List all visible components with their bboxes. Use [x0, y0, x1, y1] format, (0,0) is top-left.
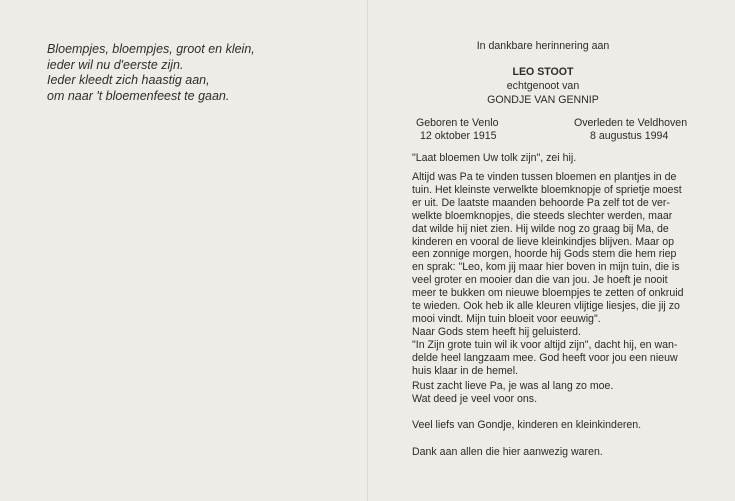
story-line: welkte bloemknopjes, die steeds slechter werden, maar	[412, 209, 673, 222]
farewell-line: Wat deed je veel voor ons.	[412, 392, 538, 405]
spouse-name: GONDJE VAN GENNIP	[487, 94, 599, 106]
poem-line: ieder wil nu d'eerste zijn.	[47, 57, 184, 72]
death-date: 8 augustus 1994	[590, 129, 669, 142]
farewell-line: Rust zacht lieve Pa, je was al lang zo moe.	[412, 380, 614, 392]
story-line: meer te bukken om nieuwe bloempjes te zetten of onkruid	[412, 287, 684, 300]
birth-date: 12 oktober 1915	[420, 129, 497, 142]
story-line: te wieden. Ook heb ik alle kleuren vlijtige liesjes, die jij zo	[412, 300, 680, 313]
story-line: huis klaar in de hemel.	[412, 364, 518, 377]
story-line: "In Zijn grote tuin wil ik voor altijd zijn", dacht hij, en wan-	[412, 338, 678, 351]
poem-line: Bloempjes, bloempjes, groot en klein,	[47, 42, 255, 56]
quote-line: "Laat bloemen Uw tolk zijn", zei hij.	[412, 152, 577, 164]
thanks-paragraph	[412, 446, 674, 459]
story-line: en sprak: "Leo, kom jij maar hier boven in mijn tuin, die is	[412, 261, 680, 274]
story-line: dat wilde hij niet zien. Hij wilde nog zo graag bij Ma, de	[412, 222, 669, 235]
intro-text: In dankbare herinnering aan	[476, 40, 610, 52]
poem-line: om naar 't bloemenfeest te gaan.	[47, 88, 230, 103]
story-line: Altijd was Pa te vinden tussen bloemen en plantjes in de	[412, 171, 677, 183]
death-place: Overleden te Veldhoven	[574, 117, 688, 129]
quote	[412, 152, 674, 165]
death-info	[574, 117, 687, 142]
love-paragraph	[412, 419, 674, 432]
story-line: een zonnige morgen, hoorde hij Gods stem die hem riep	[412, 248, 677, 261]
birth-place: Geboren te Venlo	[416, 117, 499, 129]
story-line: kinderen en vooral de lieve kleinkindjes blijven. Maar op	[412, 235, 675, 248]
farewell-paragraph	[412, 380, 674, 406]
love-line: Veel liefs van Gondje, kinderen en kleinkinderen.	[412, 419, 642, 431]
story-line: Naar Gods stem heeft hij geluisterd.	[412, 325, 581, 338]
story-line: delde heel langzaam mee. God heeft voor jou een nieuw	[412, 351, 678, 364]
story-line: er uit. De laatste maanden behoorde Pa zelf tot de ver-	[412, 196, 670, 209]
poem-line: Ieder kleedt zich haastig aan,	[47, 73, 210, 87]
birth-info	[416, 117, 498, 142]
relation-text: echtgenoot van	[506, 80, 580, 92]
deceased-name: LEO STOOT	[512, 66, 574, 78]
poem	[47, 42, 255, 104]
story-line: tuin. Het kleinste verwelkte bloemknopje of sprietje moest	[412, 183, 682, 196]
card-fold	[367, 0, 368, 501]
story-paragraph	[412, 171, 684, 378]
thanks-line: Dank aan allen die hier aanwezig waren.	[412, 446, 603, 458]
story-line: mooi vindt. Mijn tuin bloeit voor eeuwig".	[412, 312, 601, 325]
story-line: veel groter en mooier dan die van jou. Je hoeft je nooit	[412, 274, 668, 287]
